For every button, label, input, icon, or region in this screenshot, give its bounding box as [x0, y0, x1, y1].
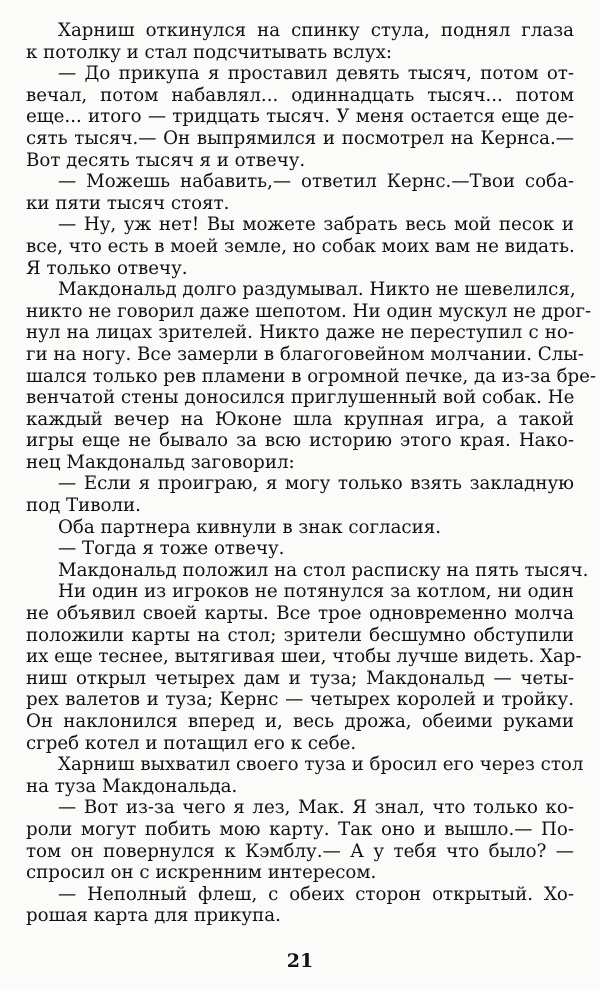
paragraph: [26, 797, 574, 883]
text-line: сгреб котел и потащил его к себе.: [26, 732, 357, 754]
text-line: Оба партнера кивнули в знак согласия.: [58, 516, 441, 538]
page-number: 21: [286, 950, 314, 972]
text-line: шался только рев пламени в огромной печке, да из-за бре-: [26, 365, 597, 387]
text-line: положили карты на стол; зрители бесшумно обступили: [26, 624, 574, 646]
text-line: рошая карта для прикупа.: [26, 905, 281, 927]
paragraph: [26, 63, 574, 171]
text-line: никто не говорил даже шепотом. Ни один мускул не дрог-: [26, 300, 592, 322]
text-line: том он повернулся к Кэмблу.— А у тебя что было? —: [26, 840, 574, 862]
text-line: нец Макдональд заговорил:: [26, 451, 295, 473]
text-line: к потолку и стал подсчитывать вслух:: [26, 41, 392, 63]
paragraph: [26, 279, 597, 473]
text-line: спросил он с искренним интересом.: [26, 862, 377, 884]
text-line: — До прикупа я проставил девять тысяч, потом от-: [58, 63, 574, 85]
paragraph: [26, 171, 574, 214]
paragraph: [26, 214, 574, 279]
paragraph: [26, 581, 582, 754]
text-line: Харниш выхватил своего туза и бросил его через стол: [58, 754, 584, 776]
paragraph: [26, 559, 589, 582]
text-line: нул на лицах зрителей. Никто даже не переступил с но-: [26, 322, 574, 344]
text-line: Макдональд положил на стол расписку на пять тысяч.: [58, 559, 589, 581]
body-text: [26, 20, 597, 927]
text-line: Харниш откинулся на спинку стула, поднял глаза: [58, 20, 574, 41]
text-line: рех валетов и туза; Кернс — четырех королей и тройку.: [26, 689, 574, 711]
text-line: — Неполный флеш, с обеих сторон открытый. Хо-: [58, 883, 574, 905]
text-line: — Вот из-за чего я лез, Мак. Я знал, что только ко-: [58, 797, 574, 819]
text-line: Он наклонился вперед и, весь дрожа, обеими руками: [26, 711, 574, 732]
text-line: игры еще не бывало за всю историю этого края. Нако-: [26, 430, 574, 452]
text-line: венчатой стены доносился приглушенный вой собак. Не: [26, 387, 575, 409]
text-line: роли могут побить мою карту. Так оно и вышло.— По-: [26, 818, 574, 840]
text-line: не объявил своей карты. Все трое одновременно молча: [26, 603, 574, 625]
paragraph: [26, 473, 574, 516]
text-line: Макдональд долго раздумывал. Никто не шевелился,: [58, 279, 576, 301]
text-line: ниш открыл четырех дам и туза; Макдональд — четы-: [26, 667, 574, 689]
text-line: Ни один из игроков не потянулся за котлом, ни один: [58, 581, 574, 603]
paragraph: [26, 754, 584, 797]
paragraph: [26, 517, 574, 539]
paragraph: [26, 884, 574, 927]
paragraph: [26, 20, 574, 63]
text-line: — Тогда я тоже отвечу.: [58, 538, 285, 560]
text-line: — Если я проиграю, я могу только взять закладную: [58, 473, 574, 495]
text-line: на туза Макдональда.: [26, 775, 238, 797]
text-line: — Можешь набавить,— ответил Кернс.—Твои соба-: [58, 171, 574, 193]
text-line: ги на ногу. Все замерли в благоговейном молчании. Слы-: [26, 343, 584, 365]
text-line: каждый вечер на Юконе шла крупная игра, а такой: [26, 408, 574, 430]
text-line: вечал, потом набавлял... одиннадцать тысяч... потом: [26, 84, 574, 106]
text-line: сять тысяч.— Он выпрямился и посмотрел на Кернса.—: [26, 127, 574, 149]
text-line: Я только отвечу.: [26, 257, 188, 279]
text-line: их еще теснее, вытягивая шеи, чтобы лучше видеть. Хар-: [26, 646, 582, 668]
text-line: еще... итого — тридцать тысяч. У меня остается еще де-: [26, 106, 574, 128]
text-line: Вот десять тысяч я и отвечу.: [26, 149, 306, 171]
text-line: под Тиволи.: [26, 495, 141, 517]
paragraph: [26, 538, 574, 560]
text-line: — Ну, уж нет! Вы можете забрать весь мой песок и: [58, 214, 574, 236]
text-line: все, что есть в моей земле, но собак моих вам не видать.: [26, 235, 575, 257]
text-line: ки пяти тысяч стоят.: [26, 192, 230, 214]
